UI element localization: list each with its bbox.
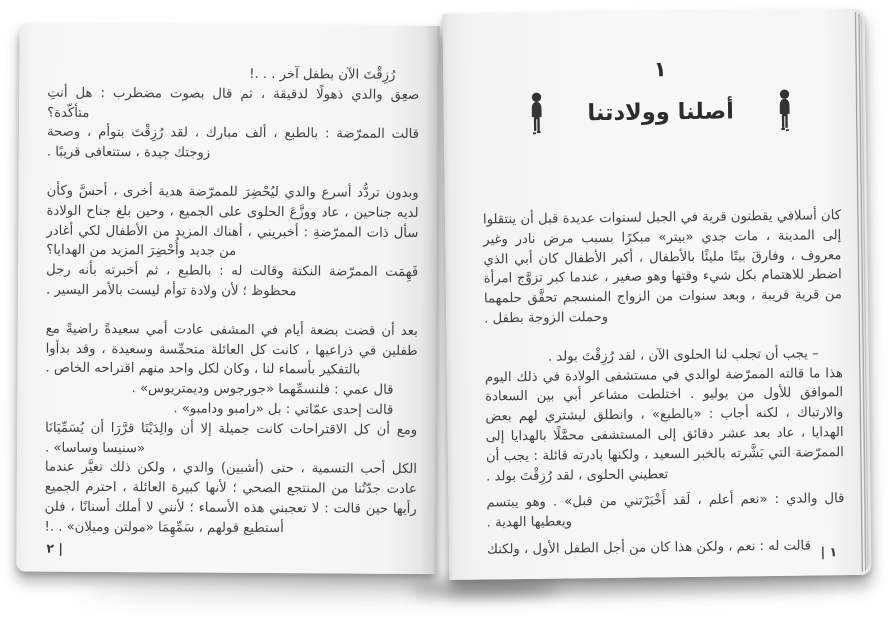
- paragraph: قالت له : نعم ، ولكن هذا كان من أجل الطفل الأول ، ولكنك: [486, 538, 811, 558]
- paragraph: هذا ما قالته الممرّضة لوالدي في مستشفى الولادة في ذلك اليوم الموافق للأول من يوليو . اختلطت مشاعر أبي بين السعادة والارتباك ، لكنه أجاب : «بالطبع» ، وانطلق ليشتري لهم بعض الهدايا ، عاد بعد عشر دقائق إلى المستشفى محمَّلًا بالهدايا إلى الممرّضة التي بَشَّرته بالخبر السعيد ، ولكنها بادرته قائلة : يجب أن تعطيني الحلوى ، لقد رُزِقْتَ بولد .: [484, 365, 844, 485]
- paragraph: صعِق والدي ذهولًا لدقيقة ، ثم قال بصوت مضطرب : هل أنتِ متأكّدة؟: [47, 85, 420, 121]
- paragraph: قال والدي : «نعم أعلم ، لَقد أَخْبَرْتني من قبل» . وهو يبتسم ويعطيها الهدية .: [486, 491, 845, 531]
- child-silhouette-icon: [527, 92, 546, 136]
- page-number-left: ٢ |: [46, 540, 64, 556]
- page-number-right: | ١: [820, 544, 838, 560]
- paragraph: قالت الممرّضة : بالطبع ، ألف مبارك ، لقد رُزِقْتَ بتوأم ، وصحة زوجتك جيدة ، ستتعافى قريبًا .: [46, 125, 420, 161]
- paragraph: قال عمي : فلنسمِّهما «جورجوس وديمتريوس» .: [131, 381, 394, 398]
- chapter-number: ١: [653, 57, 667, 82]
- paragraph: وبدون تردُّد أسرع والدي ليُحْضِرَ للممرّضة هدية أخرى ، أحسَّ وكأن لديه جناحين ، عاد ووزَّعَ الحلوى على الجميع ، وحين بلغ جناح الولادة سأل ذات الممرّضةِ : أخبريني ، أهناك المزيد من الأطفال لكي أغادر من جديد وأُحْضِرَ المزيد من الهدايا؟: [46, 183, 419, 260]
- left-page-text: [45, 64, 420, 540]
- chapter-title: أصلنا وولادتنا: [587, 98, 735, 127]
- paragraph: الكل أحب التسمية ، حتى (أشبين) والدي ، ولكن ذلك تغيَّر عندما عادت جدّتُنا من المنتجع الصحي ؛ لأنها كبيرة العائلة ، احترم الجميع رأيها حين قالت : لا تعجبني هذه الأسماء ؛ لأنني لا أملك أسنانًا ، فلن أستطيع قولهم ، سَمِّهِمَا «مولتن وميلان» . .!: [44, 459, 417, 536]
- paragraph: فَهِمَت الممرّضة النكتة وقالت له : بالطبع ، ثم أخبرته بأنه رجل محظوظ ؛ لأن ولادة توأم ليست بالأمر اليسير .: [45, 262, 419, 300]
- paragraph: رُزِقْتَ الآن بطفل آخر . . .!: [249, 66, 396, 83]
- book-page-left[interactable]: [16, 23, 439, 574]
- open-book: [12, 7, 871, 597]
- paragraph: قالت إحدى عمّاتي : بل «رامبو ودامبو» .: [173, 401, 394, 418]
- paragraph: بعد أن قضت بضعة أيام في المشفى عادت أمي سعيدةً راضيةً مع طفلين في ذراعيها ، كانت كل العائلة متحمِّسة وسعيدة ، وقد بدأوا بالتفكير بأسماء لنا ، وكان لكل واحد منهم اقتراحه الخاص .: [45, 321, 418, 378]
- paragraph: – يجب أن تجلب لنا الحلوى الآن ، لقد رُزِقْتَ بولد .: [547, 346, 819, 365]
- chapter-header: [481, 57, 840, 136]
- child-silhouette-icon: [776, 89, 795, 133]
- book-page-right[interactable]: [442, 9, 871, 580]
- paragraph: كان أسلافي يقطنون قرية في الجبل لسنوات عديدة قبل أن ينتقلوا إلى المدينة ، مات جدي «بيتر» مبكرًا بسبب مرض نادر وغير معروف ، وفارقَ بيتًا مليئًا بالأطفال ، أكبر الأطفال كان أبي الذي اضطر للاهتمام بكل شيء وقتها وهو صغير ، عندما كبر تزوَّج امرأة من قرية قريبة ، وبعد سنوات من الزواج المنسجم تحقَّق حلمهما وحملت الزوجة بطفل .: [482, 208, 843, 327]
- right-page-text: [483, 206, 845, 560]
- paragraph: ومع أن كل الاقتراحات كانت جميلة إلا أن والِدَيْنَا قرَّرَا أن يُسَمِّيَانَا «سنيسا وساسا» .: [45, 420, 418, 456]
